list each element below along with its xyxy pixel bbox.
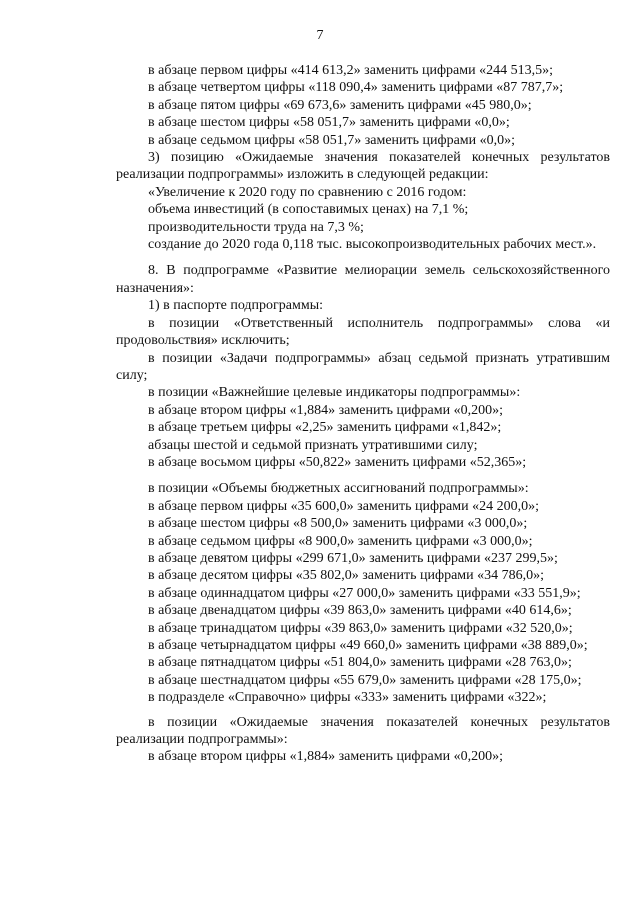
paragraph: в позиции «Важнейшие целевые индикаторы подпрограммы»:: [148, 385, 521, 401]
section-heading: 8. В подпрограмме «Развитие мелиорации земель сельскохозяйственного назначения»:: [116, 263, 610, 296]
paragraph: в абзаце третьем цифры «2,25» заменить цифрами «1,842»;: [148, 420, 502, 436]
paragraph: в абзаце одиннадцатом цифры «27 000,0» заменить цифрами «33 551,9»;: [148, 585, 581, 601]
paragraph: в абзаце тринадцатом цифры «39 863,0» заменить цифрами «32 520,0»;: [148, 620, 573, 636]
paragraph: в абзаце четвертом цифры «118 090,4» заменить цифрами «87 787,7»;: [148, 80, 564, 96]
paragraph: в позиции «Объемы бюджетных ассигнований подпрограммы»:: [148, 481, 529, 497]
paragraph: абзацы шестой и седьмой признать утратившими силу;: [148, 437, 478, 453]
paragraph: производительности труда на 7,3 %;: [148, 219, 364, 235]
paragraph: в абзаце восьмом цифры «50,822» заменить цифрами «52,365»;: [148, 454, 527, 470]
paragraph: в абзаце втором цифры «1,884» заменить цифрами «0,200»;: [148, 402, 503, 418]
paragraph: в позиции «Ожидаемые значения показателей конечных результатов реализации подпрограммы»:: [116, 714, 610, 748]
paragraph: в абзаце шестом цифры «58 051,7» заменить цифрами «0,0»;: [148, 115, 510, 131]
document-body: [116, 62, 610, 766]
paragraph: в абзаце шестнадцатом цифры «55 679,0» заменить цифрами «28 175,0»;: [148, 672, 582, 688]
paragraph: в абзаце десятом цифры «35 802,0» заменить цифрами «34 786,0»;: [148, 568, 545, 584]
paragraph: в абзаце первом цифры «35 600,0» заменить цифрами «24 200,0»;: [148, 498, 539, 514]
paragraph: 3) позицию «Ожидаемые значения показателей конечных результатов реализации подпрограммы» изложить в следующей редакции:: [116, 150, 610, 183]
paragraph: в абзаце двенадцатом цифры «39 863,0» заменить цифрами «40 614,6»;: [148, 603, 572, 619]
paragraph: в абзаце четырнадцатом цифры «49 660,0» заменить цифрами «38 889,0»;: [148, 638, 588, 653]
paragraph: в абзаце втором цифры «1,884» заменить цифрами «0,200»;: [148, 749, 503, 765]
paragraph: в подразделе «Справочно» цифры «333» заменить цифрами «322»;: [148, 690, 547, 706]
paragraph: в абзаце девятом цифры «299 671,0» заменить цифрами «237 299,5»;: [148, 550, 558, 566]
paragraph: в абзаце седьмом цифры «58 051,7» заменить цифрами «0,0»;: [148, 132, 516, 148]
paragraph: в абзаце шестом цифры «8 500,0» заменить цифрами «3 000,0»;: [148, 516, 528, 532]
paragraph: в абзаце пятом цифры «69 673,6» заменить цифрами «45 980,0»;: [148, 97, 532, 113]
paragraph: создание до 2020 года 0,118 тыс. высокопроизводительных рабочих мест.».: [148, 237, 597, 253]
paragraph: в абзаце седьмом цифры «8 900,0» заменить цифрами «3 000,0»;: [148, 533, 533, 549]
paragraph: объема инвестиций (в сопоставимых ценах) на 7,1 %;: [148, 202, 469, 218]
paragraph: в абзаце первом цифры «414 613,2» заменить цифрами «244 513,5»;: [148, 63, 553, 78]
page-number: 7: [316, 28, 324, 43]
paragraph: 1) в паспорте подпрограммы:: [148, 298, 324, 314]
paragraph: в позиции «Задачи подпрограммы» абзац седьмой признать утратившим силу;: [116, 350, 610, 383]
paragraph: в позиции «Ответственный исполнитель подпрограммы» слова «и продовольствия» исключить;: [116, 315, 610, 349]
paragraph: «Увеличение к 2020 году по сравнению с 2016 годом:: [148, 184, 467, 200]
paragraph: в абзаце пятнадцатом цифры «51 804,0» заменить цифрами «28 763,0»;: [148, 655, 572, 671]
